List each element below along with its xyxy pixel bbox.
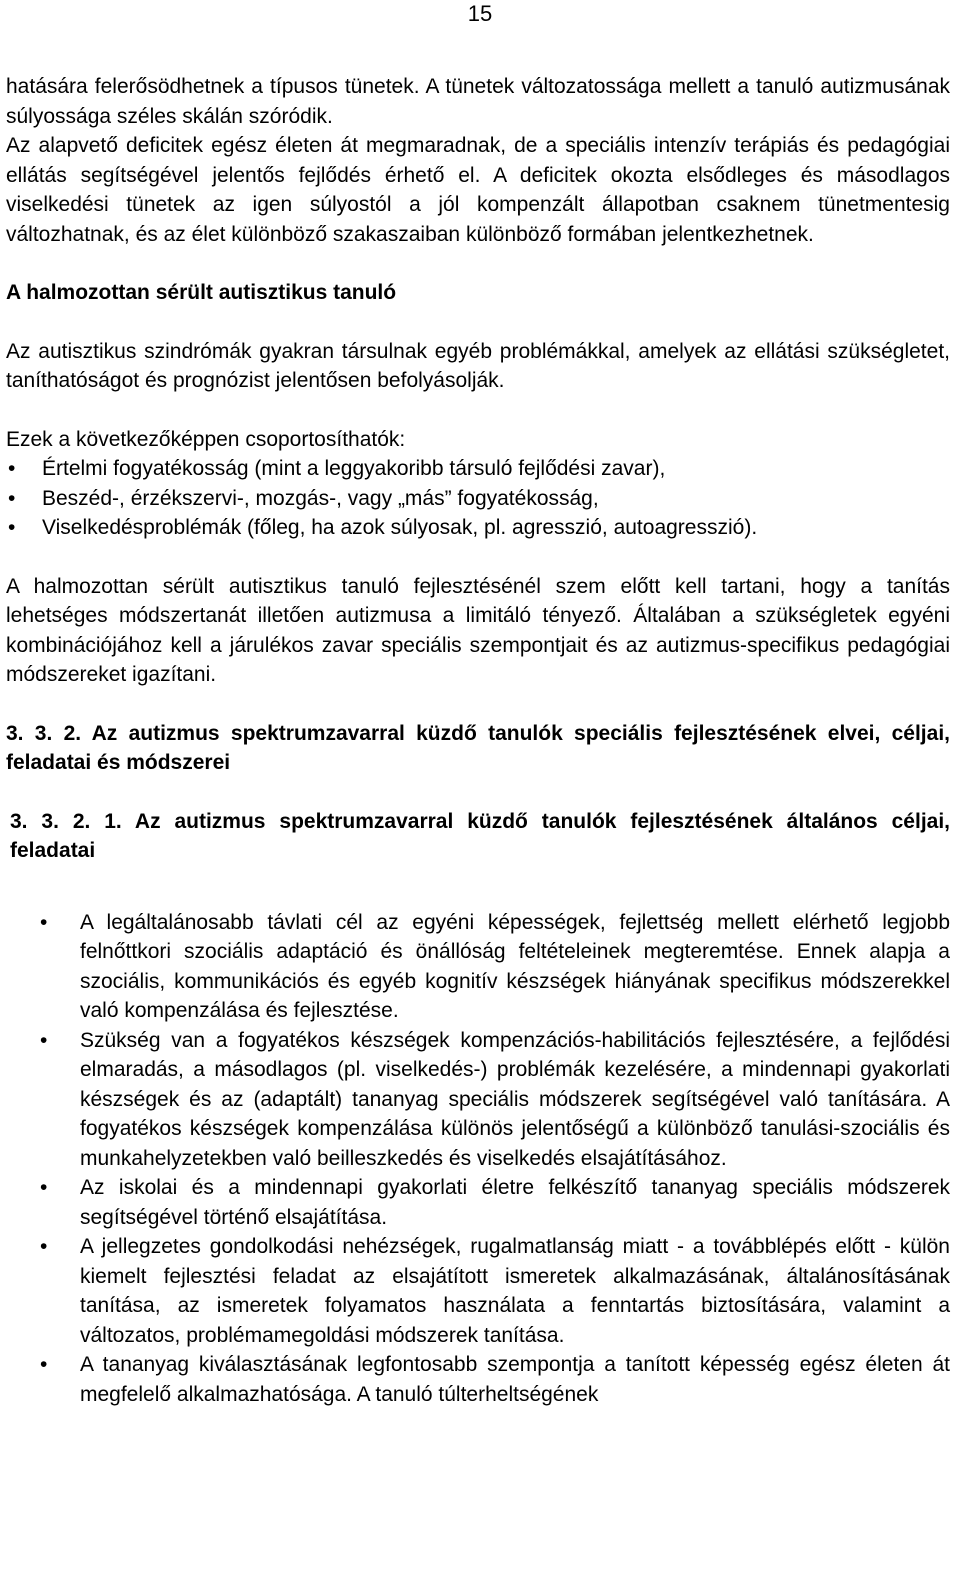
- list-item: • Szükség van a fogyatékos készségek kompenzációs-habilitációs fejlesztésére, a fejlődési elmaradás, a másodlagos (pl. viselkedés-) problémák kezelésére, a mindennapi gyakorlati készségek és az (adaptált) tananyag speciális módszerek segítségével való tanítására. A fogyatékos készségek kompenzálása különös jelentőségű a különböző tanulási-szociális és munkahelyzetekben való beilleszkedés és viselkedés elsajátításához.: [6, 1026, 950, 1174]
- goals-list: [6, 908, 950, 1410]
- list-item: • Viselkedésproblémák (főleg, ha azok súlyosak, pl. agresszió, autoagresszió).: [6, 513, 950, 543]
- section-heading-3-3-2-1: 3. 3. 2. 1. Az autizmus spektrumzavarral küzdő tanulók fejlesztésének általános céljai, feladatai: [10, 809, 950, 862]
- list-item: • Értelmi fogyatékosság (mint a leggyakoribb társuló fejlődési zavar),: [6, 454, 950, 484]
- list-item: • Beszéd-, érzékszervi-, mozgás-, vagy „más” fogyatékosság,: [6, 484, 950, 514]
- list-item: • A legáltalánosabb távlati cél az egyéni képességek, fejlettség mellett elérhető legjobb felnőttkori szociális adaptáció és önállóság feltételeinek megteremtése. Ennek alapja a szociális, kommunikációs és egyéb kognitív készségek hiányának specifikus módszerekkel való kompenzálása és fejlesztése.: [6, 908, 950, 1026]
- page-number: 15: [467, 1, 493, 26]
- list-item: • A jellegzetes gondolkodási nehézségek, rugalmatlanság miatt - a továbblépés előtt - külön kiemelt fejlesztési feladat az elsajátított ismeretek alkalmazásának, általánosításának tanítása, az ismeretek folyamatos használata a fenntartás biztosítására, valamint a változatos, problémamegoldási módszerek tanítása.: [6, 1232, 950, 1350]
- paragraph-deficits: Az alapvető deficitek egész életen át megmaradnak, de a speciális intenzív terápiás és pedagógiai ellátás segítségével jelentős fejlődés érhető el. A deficitek okozta elsődleges és másodlagos viselkedési tünetek az igen súlyostól a jól kompenzált állapotban csaknem tünetmentesig változhatnak, és az élet különböző szakaszaiban különböző formában jelentkezhetnek.: [6, 134, 950, 246]
- section-heading-3-3-2: 3. 3. 2. Az autizmus spektrumzavarral küzdő tanulók speciális fejlesztésének elvei, céljai, feladatai és módszerei: [6, 721, 950, 774]
- paragraph-grouping-intro: Ezek a következőképpen csoportosíthatók:: [6, 427, 406, 451]
- groups-list: [6, 454, 950, 543]
- paragraph-intro: hatására felerősödhetnek a típusos tünetek. A tünetek változatossága mellett a tanuló autizmusának súlyossága széles skálán szóródik.: [6, 75, 950, 128]
- document-body: [6, 72, 950, 1409]
- paragraph-associated-problems: Az autisztikus szindrómák gyakran társulnak egyéb problémákkal, amelyek az ellátási szükségletet, taníthatóságot és prognózist jelentősen befolyásolják.: [6, 339, 950, 392]
- paragraph-development-methods: A halmozottan sérült autisztikus tanuló fejlesztésénél szem előtt kell tartani, hogy a tanítás lehetséges módszertanát illetően autizmusa a limitáló tényező. Általában a szükségletek egyéni kombinációjához kell a járulékos zavar speciális szempontjait és az autizmus-specifikus pedagógiai módszereket igazítani.: [6, 574, 950, 686]
- list-item: • A tananyag kiválasztásának legfontosabb szempontja a tanított képesség egész életen át megfelelő alkalmazhatósága. A tanuló túlterheltségének: [6, 1350, 950, 1409]
- section-heading-multiple-disabled: A halmozottan sérült autisztikus tanuló: [6, 281, 397, 304]
- list-item: • Az iskolai és a mindennapi gyakorlati életre felkészítő tananyag speciális módszerek segítségével történő elsajátítása.: [6, 1173, 950, 1232]
